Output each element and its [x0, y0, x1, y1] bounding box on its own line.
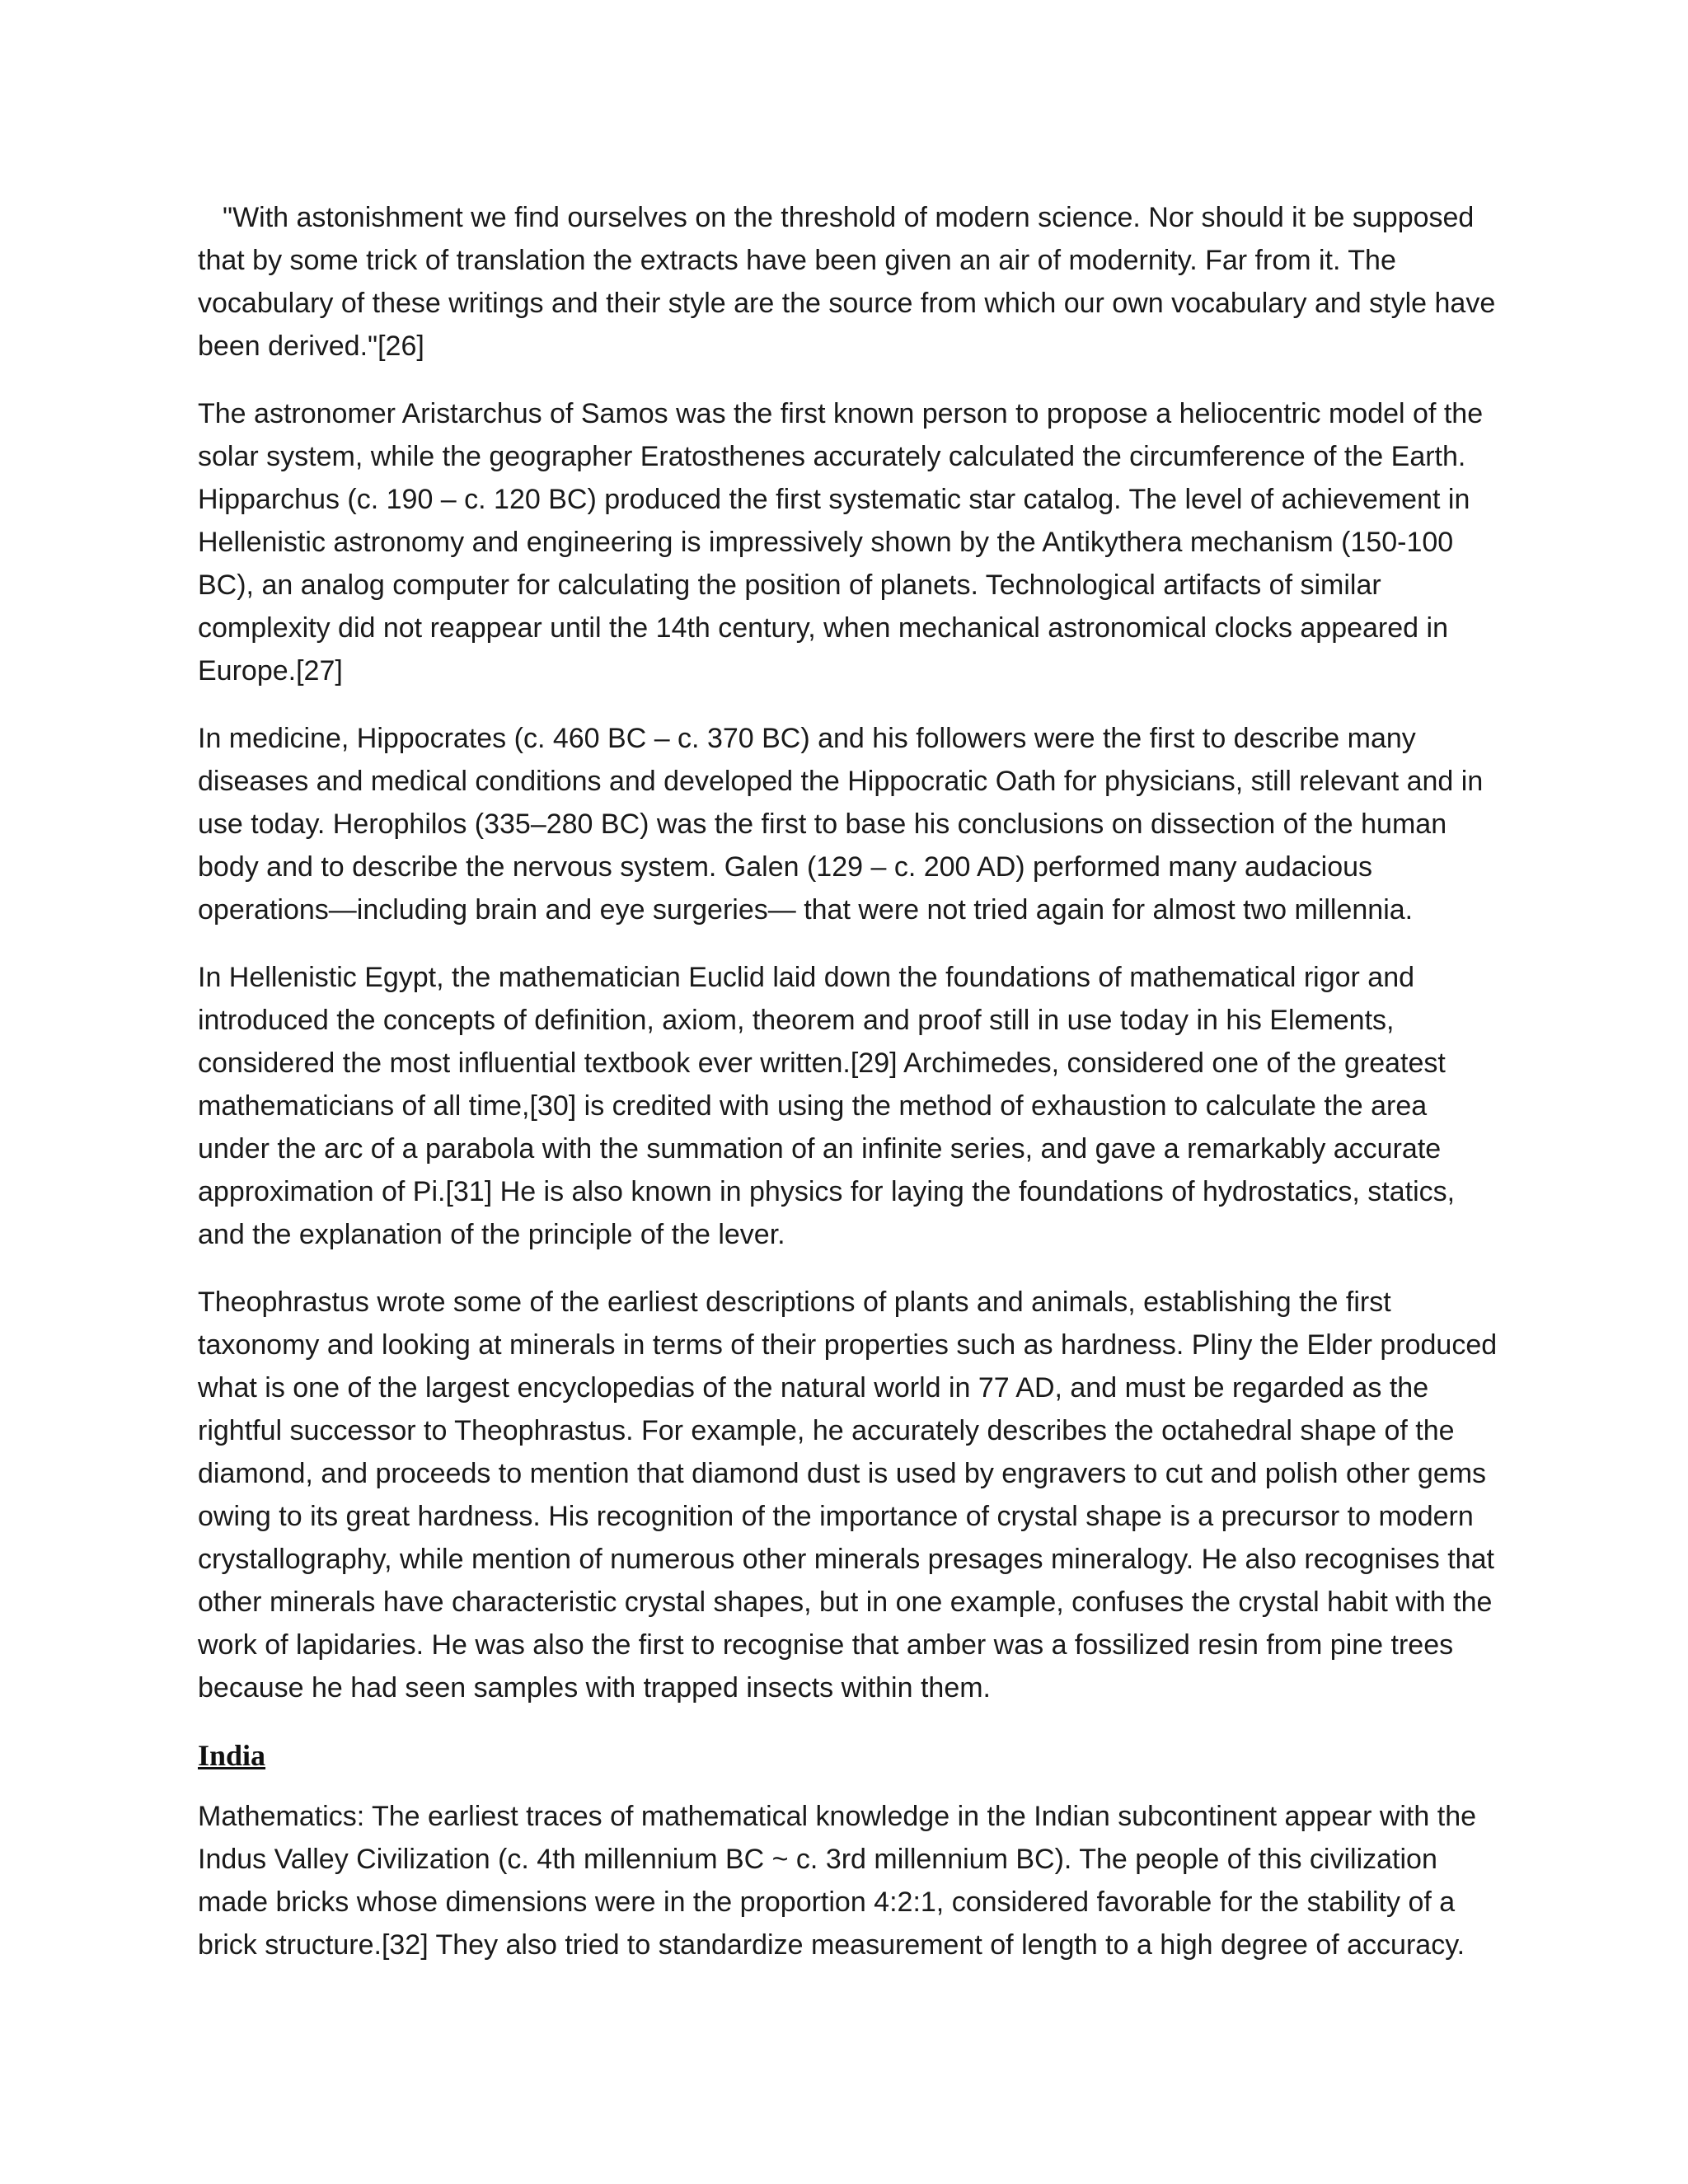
paragraph-mathematics-egypt: In Hellenistic Egypt, the mathematician Euclid laid down the foundations of mathematical rigor and introduced the concepts of definition, axiom, theorem and proof still in use today in his Elements, considered the most influential textbook ever written.[29] Archimedes, considered one of the greatest mathematicians of all time,[30] is credited with using the method of exhaustion to calculate the area under the arc of a parabola with the summation of an infinite series, and gave a remarkably accurate approximation of Pi.[31] He is also known in physics for laying the foundations of hydrostatics, statics, and the explanation of the principle of the lever.	[198, 962, 1456, 1250]
paragraph-medicine: In medicine, Hippocrates (c. 460 BC – c. 370 BC) and his followers were the first to describe many diseases and medical conditions and developed the Hippocratic Oath for physicians, still relevant and in use today. Herophilos (335–280 BC) was the first to base his conclusions on dissection of the human body and to describe the nervous system. Galen (129 – c. 200 AD) performed many audacious operations—including brain and eye surgeries— that were not tried again for almost two millennia.	[198, 723, 1484, 926]
paragraph-natural-history: Theophrastus wrote some of the earliest descriptions of plants and animals, establishing the first taxonomy and looking at minerals in terms of their properties such as hardness. Pliny the Elder produced what is one of the largest encyclopedias of the natural world in 77 AD, and must be regarded as the rightful successor to Theophrastus. For example, he accurately describes the octahedral shape of the diamond, and proceeds to mention that diamond dust is used by engravers to cut and polish other gems owing to its great hardness. His recognition of the importance of crystal shape is a precursor to modern crystallography, while mention of numerous other minerals presages mineralogy. He also recognises that other minerals have characteristic crystal shapes, but in one example, confuses the crystal habit with the work of lapidaries. He was also the first to recognise that amber was a fossilized resin from pine trees because he had seen samples with trapped insects within them.	[198, 1286, 1498, 1704]
document-page	[198, 196, 1500, 1991]
section-heading-india: India	[198, 1739, 266, 1772]
paragraph-astronomy: The astronomer Aristarchus of Samos was the first known person to propose a heliocentric model of the solar system, while the geographer Eratosthenes accurately calculated the circumference of the Earth. Hipparchus (c. 190 – c. 120 BC) produced the first systematic star catalog. The level of achievement in Hellenistic astronomy and engineering is impressively shown by the Antikythera mechanism (150-100 BC), an analog computer for calculating the position of planets. Technological artifacts of similar complexity did not reappear until the 14th century, when mechanical astronomical clocks appeared in Europe.[27]	[198, 398, 1484, 687]
paragraph-india-mathematics: Mathematics: The earliest traces of mathematical knowledge in the Indian subcontinent appear with the Indus Valley Civilization (c. 4th millennium BC ~ c. 3rd millennium BC). The people of this civilization made bricks whose dimensions were in the proportion 4:2:1, considered favorable for the stability of a brick structure.[32] They also tried to standardize measurement of length to a high degree of accuracy.	[198, 1801, 1477, 1961]
paragraph-quote: "With astonishment we find ourselves on the threshold of modern science. Nor should it be supposed that by some trick of translation the extracts have been given an air of modernity. Far from it. The vocabulary of these writings and their style are the source from which our own vocabulary and style have been derived."[26]	[198, 202, 1496, 362]
